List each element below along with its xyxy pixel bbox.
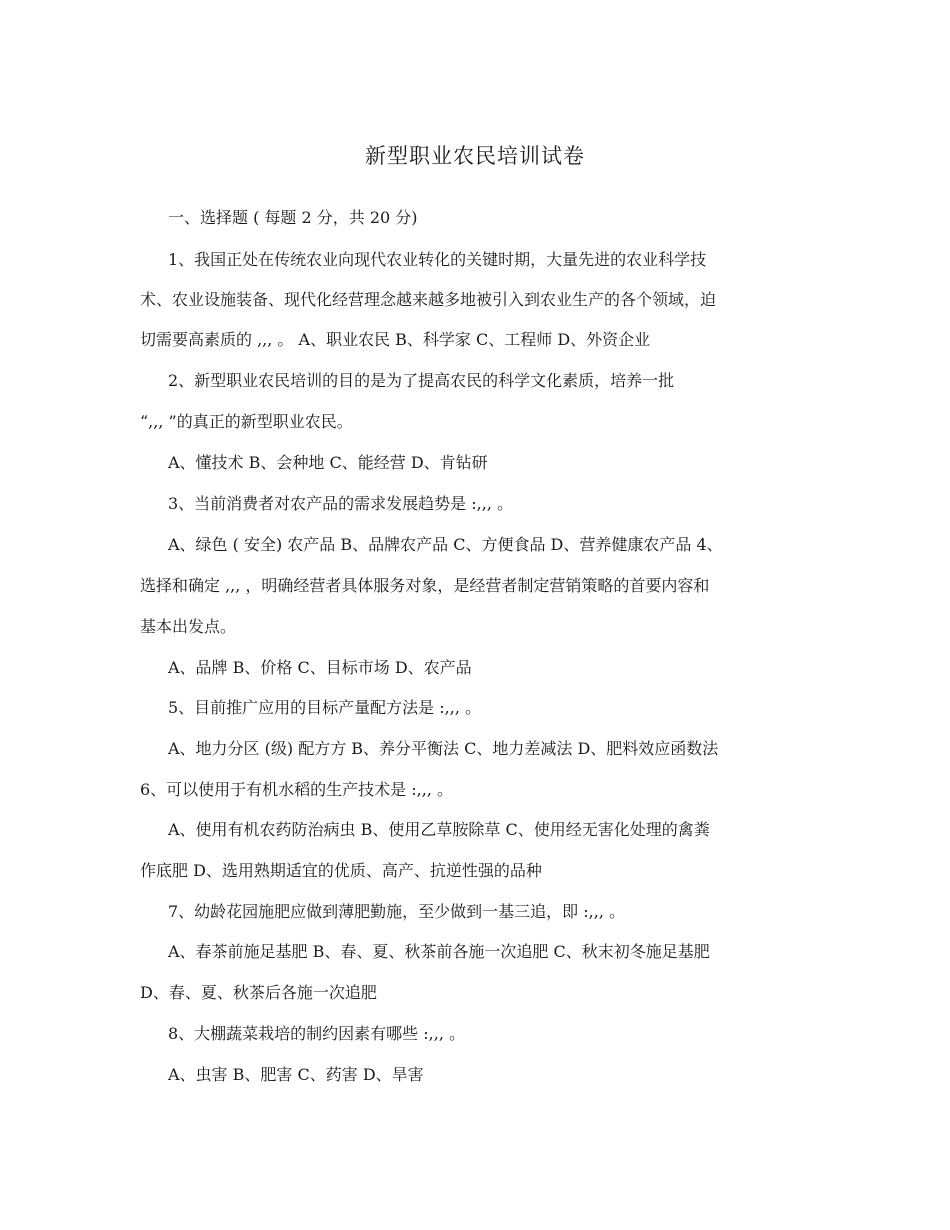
question-2-options: A、懂技术 B、会种地 C、能经营 D、肯钻研	[168, 453, 488, 472]
question-5-stem: 5、目前推广应用的目标产量配方法是 :,,, 。	[168, 698, 482, 717]
page-title: 新型职业农民培训试卷	[365, 144, 585, 168]
question-4-line-1: 选择和确定 ,,, ，明确经营者具体服务对象，是经营者制定营销策略的首要内容和	[140, 576, 710, 595]
question-6-stem: 6、可以使用于有机水稻的生产技术是 :,,, 。	[140, 780, 454, 799]
question-2-line-2: “,,, ”的真正的新型职业农民。	[140, 412, 353, 431]
question-7-stem: 7、幼龄花园施肥应做到薄肥勤施，至少做到一基三追，即 :,,, 。	[168, 902, 626, 921]
question-6-options-line-1: A、使用有机农药防治病虫 B、使用乙草胺除草 C、使用经无害化处理的禽粪	[168, 820, 710, 839]
question-1-line-3: 切需要高素质的 ,,, 。 A、职业农民 B、科学家 C、工程师 D、外资企业	[140, 330, 651, 349]
question-1-line-2: 术、农业设施装备、现代化经营理念越来越多地被引入到农业生产的各个领域，迫	[140, 290, 717, 309]
question-4-options: A、品牌 B、价格 C、目标市场 D、农产品	[168, 658, 472, 677]
question-7-options-line-1: A、春茶前施足基肥 B、春、夏、秋茶前各施一次追肥 C、秋末初冬施足基肥	[168, 942, 710, 961]
question-1-line-1: 1、我国正处在传统农业向现代农业转化的关键时期，大量先进的农业科学技	[168, 250, 707, 269]
question-3-options: A、绿色 ( 安全) 农产品 B、品牌农产品 C、方便食品 D、营养健康农产品 4、	[168, 535, 723, 554]
question-2-line-1: 2、新型职业农民培训的目的是为了提高农民的科学文化素质，培养一批	[168, 371, 675, 390]
question-4-line-2: 基本出发点。	[140, 617, 237, 636]
question-7-options-line-2: D、春、夏、秋茶后各施一次追肥	[140, 983, 377, 1002]
question-3-stem: 3、当前消费者对农产品的需求发展趋势是 :,,, 。	[168, 494, 514, 513]
question-8-options: A、虫害 B、肥害 C、药害 D、旱害	[168, 1065, 424, 1084]
question-6-options-line-2: 作底肥 D、选用熟期适宜的优质、高产、抗逆性强的品种	[140, 861, 542, 880]
question-8-stem: 8、大棚蔬菜栽培的制约因素有哪些 :,,, 。	[168, 1024, 466, 1043]
section-heading: 一、选择题 ( 每题 2 分，共 20 分)	[168, 208, 418, 227]
question-5-options: A、地力分区 (级) 配方方 B、养分平衡法 C、地力差减法 D、肥料效应函数法	[168, 739, 719, 758]
